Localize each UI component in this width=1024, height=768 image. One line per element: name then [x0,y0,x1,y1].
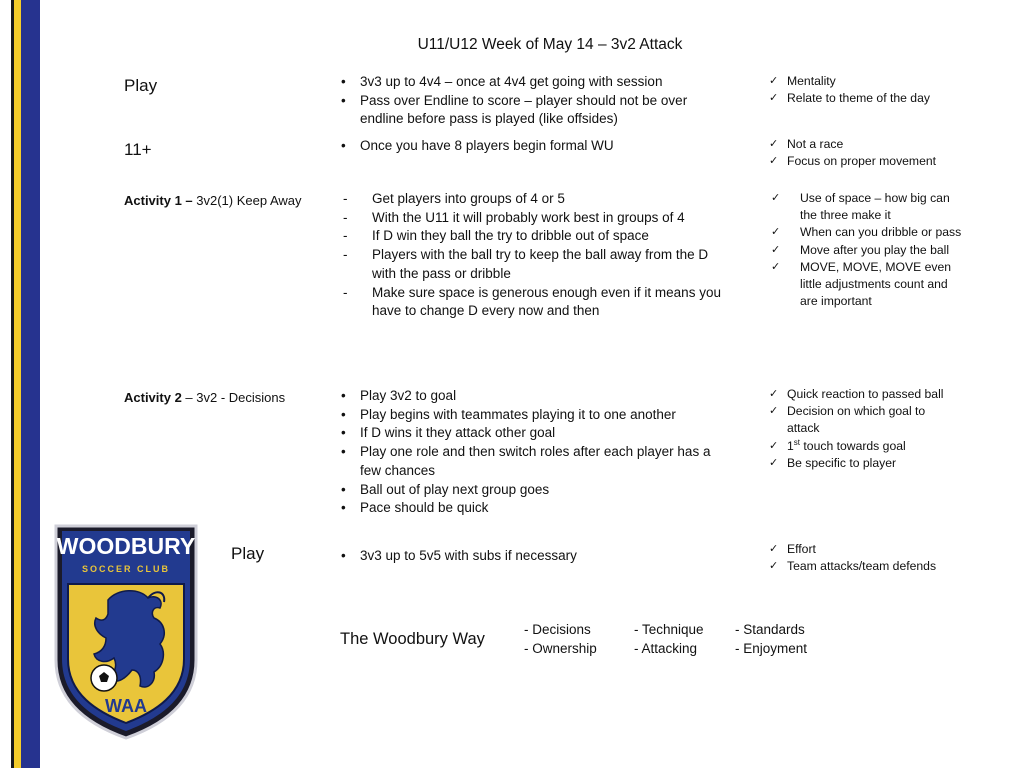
row-play-final-checks [768,541,968,575]
list-item: • Ball out of play next group goes [340,481,730,500]
left-stripe-navy [21,0,40,768]
check-item: ✓ Move after you play the ball [768,242,964,259]
row-play-checks [768,73,968,107]
activity-1-label-rest: 3v2(1) Keep Away [192,193,302,208]
value-item: - Technique [634,622,704,637]
check-item: ✓ Quick reaction to passed ball [768,386,954,403]
left-stripe-gold [14,0,21,768]
logo-initials: WAA [105,696,147,716]
activity-1-label-bold: Activity 1 – [124,193,193,208]
list-item: • Play one role and then switch roles after each player has a few chances [340,443,730,480]
list-item: • Play 3v2 to goal [340,387,730,406]
first-touch-text: touch towards goal [800,438,906,453]
list-item: - Get players into groups of 4 or 5 [340,190,730,209]
check-item: ✓ Effort [768,541,968,558]
list-item: • Play begins with teammates playing it to one another [340,406,730,425]
page-title: U11/U12 Week of May 14 – 3v2 Attack [417,36,683,53]
woodbury-crest-logo [48,522,204,740]
value-item: - Attacking [634,640,698,656]
value-item: - Decisions [524,622,591,637]
check-item: ✓ Mentality [768,73,968,90]
activity-2-label-rest: – 3v2 - Decisions [181,390,286,405]
check-item: ✓ Team attacks/team defends [768,558,968,575]
woodbury-way-label: The Woodbury Way [340,630,485,648]
first-touch-suffix: st [793,437,801,447]
check-item: ✓ Not a race [768,136,968,153]
value-item: - Enjoyment [735,640,808,656]
row-11plus-items [340,137,730,156]
list-item: • 3v3 up to 5v5 with subs if necessary [340,547,730,566]
row-play-items [340,73,730,129]
row-label-activity-2 [124,390,285,405]
check-item: ✓ Decision on which goal to attack [768,403,954,437]
woodbury-way-column-2 [634,621,704,658]
row-activity-2-checks [768,386,954,472]
row-activity-2-items [340,387,730,518]
check-item: ✓ Relate to theme of the day [768,90,968,107]
activity-2-label-bold: Activity 2 [124,390,182,405]
row-11plus-checks [768,136,968,170]
value-item: - Ownership [524,640,597,656]
check-item: ✓ When can you dribble or pass [768,224,964,241]
list-item: • If D wins it they attack other goal [340,424,730,443]
woodbury-way-column-3 [735,621,807,658]
check-item: ✓ Focus on proper movement [768,153,968,170]
logo-subtitle: SOCCER CLUB [81,564,171,574]
check-item-first-touch [768,438,954,455]
list-item: - If D win they ball the try to dribble out of space [340,227,730,246]
check-item: ✓ MOVE, MOVE, MOVE even little adjustments count and are important [768,259,964,311]
row-label-play-final: Play [231,544,265,563]
check-item: ✓ Be specific to player [768,455,954,472]
list-item: - Players with the ball try to keep the ball away from the D with the pass or dribble [340,246,730,283]
list-item: • Pass over Endline to score – player should not be over endline before pass is played (like offsides) [340,92,730,129]
first-touch-number: 1 [787,438,794,453]
list-item: - Make sure space is generous enough even if it means you have to change D every now and then [340,284,730,321]
list-item: • Pace should be quick [340,499,730,518]
list-item: - With the U11 it will probably work best in groups of 4 [340,209,730,228]
row-label-activity-1 [124,193,302,208]
value-item: - Standards [735,622,805,637]
logo-name: WOODBURY [56,533,196,559]
check-item: ✓ Use of space – how big can the three make it [768,190,964,224]
list-item: • Once you have 8 players begin formal WU [340,137,730,156]
row-label-play: Play [124,76,158,95]
list-item: • 3v3 up to 4v4 – once at 4v4 get going with session [340,73,730,92]
row-label-11plus: 11+ [124,140,152,159]
row-activity-1-checks [768,190,964,310]
row-play-final-items [340,547,730,566]
row-activity-1-items [340,190,730,321]
woodbury-way-column-1 [524,621,597,658]
